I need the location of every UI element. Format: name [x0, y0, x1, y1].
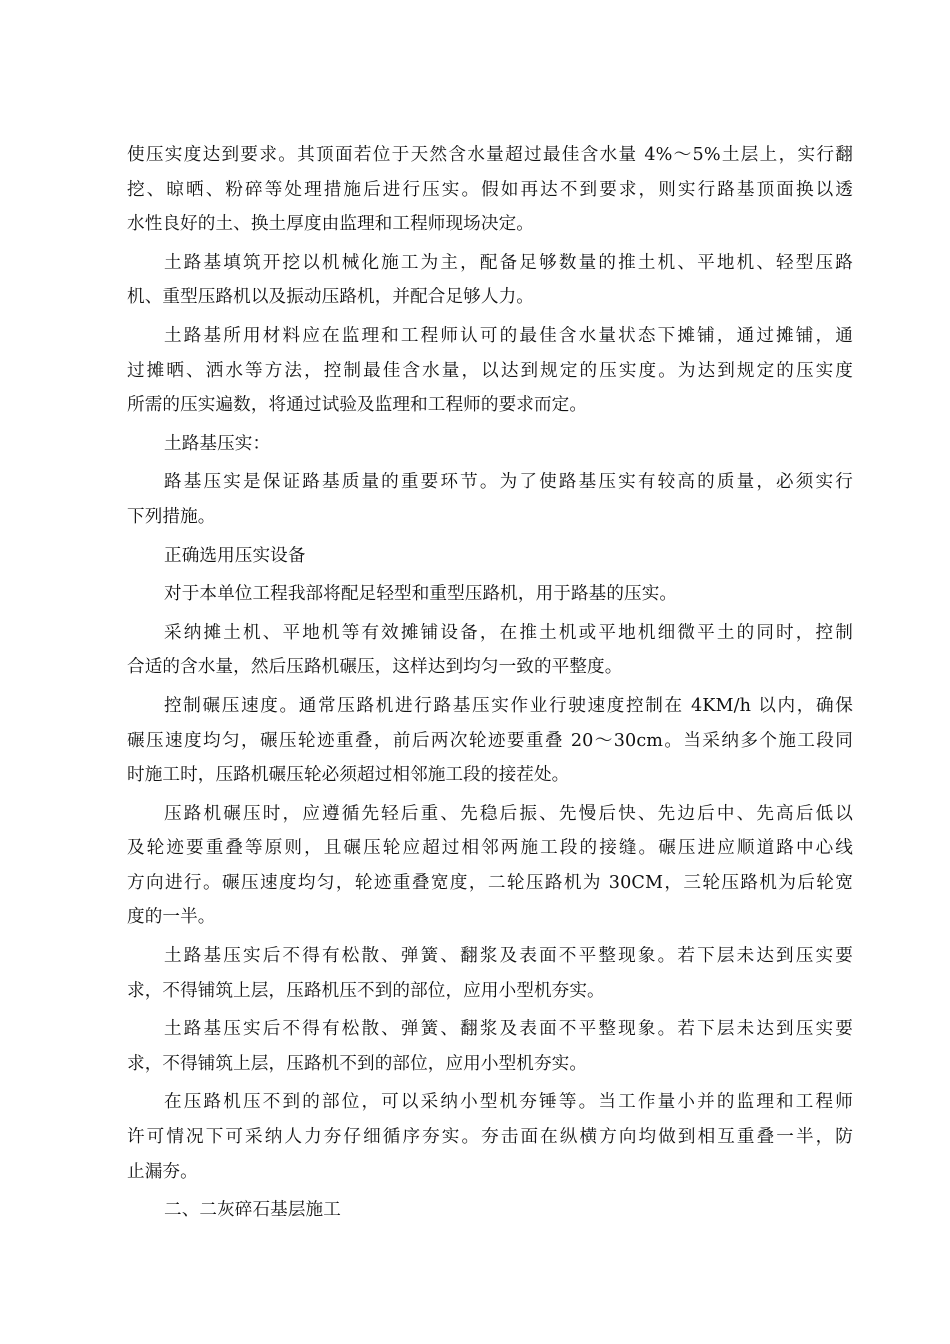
text-line: 土路基所用材料应在监理和工程师认可的最佳含水量状态下摊铺，通过摊铺，通: [164, 325, 853, 346]
paragraph-spreading-equipment: [127, 616, 853, 685]
text-line: 在压路机压不到的部位，可以采纳小型机夯锤等。当工作量小并的监理和工程师: [164, 1092, 853, 1113]
text-line: 土路基压实后不得有松散、弹簧、翻浆及表面不平整现象。若下层未达到压实要: [164, 1019, 853, 1040]
text-line: 土路基填筑开挖以机械化施工为主，配备足够数量的推土机、平地机、轻型压路: [164, 252, 853, 273]
text-line: 时施工时，压路机碾压轮必须超过相邻施工段的接茬处。: [127, 765, 570, 786]
text-line: 过摊晒、洒水等方法，控制最佳含水量，以达到规定的压实度。为达到规定的压实度: [127, 360, 853, 381]
text-line: 水性良好的土、换土厚度由监理和工程师现场决定。: [127, 214, 534, 235]
text-line: 方向进行。碾压速度均匀，轮迹重叠宽度，二轮压路机为 30CM，三轮压路机为后轮宽: [127, 872, 853, 893]
paragraph-quality-check-2: [127, 1012, 853, 1081]
subheading-select-equipment: [127, 539, 853, 574]
text-line: 求，不得铺筑上层，压路机不到的部位，应用小型机夯实。: [127, 1053, 588, 1074]
text-line: 机、重型压路机以及振动压路机，并配合足够人力。: [127, 287, 534, 308]
text-line: 土路基压实：: [164, 433, 271, 454]
text-line: 采纳摊土机、平地机等有效摊铺设备，在推土机或平地机细微平土的同时，控制: [164, 622, 853, 643]
paragraph-compaction-importance: [127, 465, 853, 534]
text-line: 使压实度达到要求。其顶面若位于天然含水量超过最佳含水量 4%～5%土层上，实行翻: [127, 145, 853, 165]
paragraph-mechanized-construction: [127, 246, 853, 315]
paragraph-manual-tamping: [127, 1085, 853, 1189]
document-body: [127, 138, 853, 1232]
text-line: 度的一半。: [127, 907, 216, 928]
paragraph-material-moisture: [127, 319, 853, 423]
paragraph-quality-check-1: [127, 939, 853, 1008]
paragraph-compaction-requirement: [127, 138, 853, 242]
paragraph-rolling-principles: [127, 797, 853, 935]
subheading-subgrade-compaction: [127, 427, 853, 462]
text-line: 止漏夯。: [127, 1161, 198, 1182]
text-line: 土路基压实后不得有松散、弹簧、翻浆及表面不平整现象。若下层未达到压实要: [164, 946, 853, 967]
paragraph-rolling-speed: [127, 689, 853, 793]
text-line: 碾压速度均匀，碾压轮迹重叠，前后两次轮迹要重叠 20～30cm。当采纳多个施工段同: [127, 730, 853, 751]
text-line: 正确选用压实设备: [164, 545, 306, 566]
text-line: 所需的压实遍数，将通过试验及监理和工程师的要求而定。: [127, 395, 588, 416]
text-line: 下列措施。: [127, 506, 216, 527]
text-line: 控制碾压速度。通常压路机进行路基压实作业行驶速度控制在 4KM/h 以内，确保: [164, 695, 853, 716]
text-line: 合适的含水量，然后压路机碾压，这样达到均匀一致的平整度。: [127, 657, 623, 678]
paragraph-roller-allocation: [127, 577, 853, 612]
text-line: 对于本单位工程我部将配足轻型和重型压路机，用于路基的压实。: [164, 584, 678, 605]
text-line: 挖、晾晒、粉碎等处理措施后进行压实。假如再达不到要求，则实行路基顶面换以透: [127, 179, 853, 200]
text-line: 求，不得铺筑上层，压路机压不到的部位，应用小型机夯实。: [127, 980, 605, 1001]
text-line: 许可情况下可采纳人力夯仔细循序夯实。夯击面在纵横方向均做到相互重叠一半，防: [127, 1127, 853, 1148]
text-line: 及轮迹要重叠等原则，且碾压轮应超过相邻两施工段的接缝。碾压进应顺道路中心线: [127, 838, 853, 859]
text-line: 路基压实是保证路基质量的重要环节。为了使路基压实有较高的质量，必须实行: [164, 472, 853, 493]
section-heading-lime-fly-ash-gravel: [127, 1193, 853, 1228]
text-line: 二、二灰碎石基层施工: [164, 1200, 341, 1221]
text-line: 压路机碾压时，应遵循先轻后重、先稳后振、先慢后快、先边后中、先高后低以: [164, 803, 853, 824]
